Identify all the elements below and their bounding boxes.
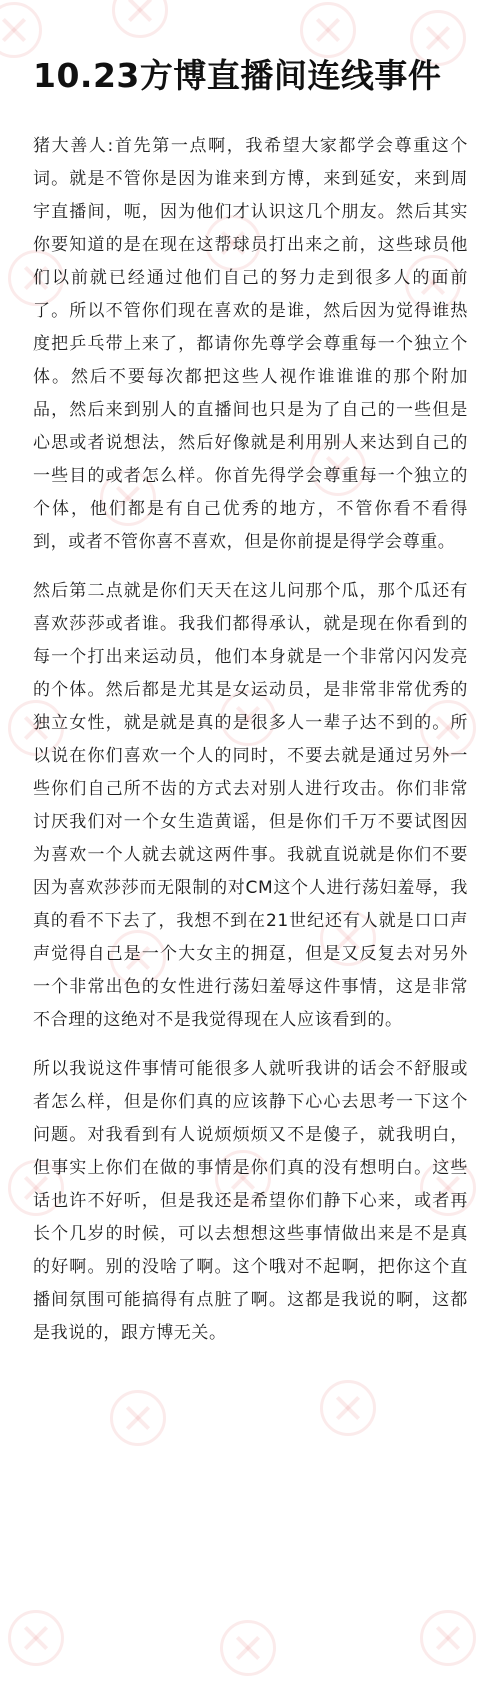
- watermark-icon: [420, 1610, 476, 1666]
- watermark-icon: [220, 1620, 276, 1676]
- paragraph-1: 猪大善人:首先第一点啊，我希望大家都学会尊重这个词。就是不管你是因为谁来到方博，来到延安，来到周宇直播间，呃，因为他们才认识这几个朋友。然后其实你要知道的是在现在这帮球员打出来之前，这些球员他们以前就已经通过他们自己的努力走到很多人的面前了。所以不管你们现在喜欢的是谁，然后因为觉得谁热度把乒乓带上来了，都请你先尊学会尊重每一个独立个体。然后不要每次都把这些人视作谁谁谁的那个附加品，然后来到别人的直播间也只是为了自己的一些但是心思或者说想法，然后好像就是利用别人来达到自己的一些目的或者怎么样。你首先得学会尊重每一个独立的个体，他们都是有自己优秀的地方，不管你看不看得到，或者不管你喜不喜欢，但是你前提是得学会尊重。: [33, 136, 468, 553]
- page-title: 10.23方博直播间连线事件: [33, 56, 442, 95]
- watermark-icon: [110, 1390, 166, 1446]
- paragraph-3: 所以我说这件事情可能很多人就听我讲的话会不舒服或者怎么样，但是你们真的应该静下心心去思考一下这个问题。对我看到有人说烦烦烦又不是傻子，就我明白，但事实上你们在做的事情是你们真的没有想明白。这些话也许不好听，但是我还是希望你们静下心来，或者再长个几岁的时候，可以去想想这些事情做出来是不是真的好啊。别的没啥了啊。这个哦对不起啊，把你这个直播间氛围可能搞得有点脏了啊。这都是我说的啊，这都是我说的，跟方博无关。: [33, 1059, 468, 1344]
- watermark-icon: [320, 1380, 376, 1436]
- paragraph-2: 然后第二点就是你们天天在这儿问那个瓜，那个瓜还有喜欢莎莎或者谁。我我们都得承认，就是现在你看到的每一个打出来运动员，他们本身就是一个非常闪闪发亮的个体。然后都是尤其是女运动员，是非常非常优秀的独立女性，就是就是真的是很多人一辈子达不到的。所以说在你们喜欢一个人的同时，不要去就是通过另外一些你们自己所不齿的方式去对别人进行攻击。你们非常讨厌我们对一个女生造黄谣，但是你们千万不要试图因为喜欢一个人就去就这两件事。我就直说就是你们不要因为喜欢莎莎而无限制的对CM这个人进行荡妇羞辱，我真的看不下去了，我想不到在21世纪还有人就是口口声声觉得自己是一个大女主的拥趸，但是又反复去对另外一个非常出色的女性进行荡妇羞辱这件事情，这是非常不合理的这绝对不是我觉得现在人应该看到的。: [33, 581, 468, 1031]
- watermark-icon: [8, 1610, 64, 1666]
